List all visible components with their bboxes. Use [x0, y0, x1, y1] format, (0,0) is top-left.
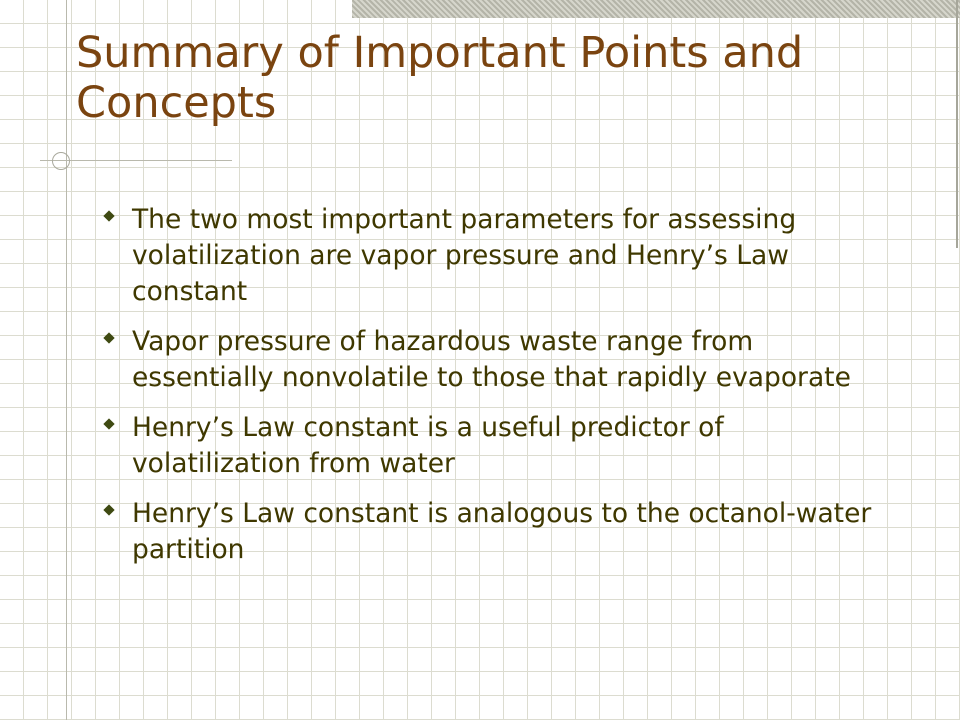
diamond-bullet-icon — [103, 210, 114, 221]
diamond-bullet-icon — [103, 418, 114, 429]
bullet-item — [100, 410, 900, 482]
diamond-bullet-icon — [103, 332, 114, 343]
bullet-text: Henry’s Law constant is analogous to the octanol-water partition — [132, 498, 872, 565]
bullet-text: The two most important parameters for assessing volatilization are vapor pressure and Henry’s Law constant — [132, 204, 797, 307]
bullet-item — [100, 324, 900, 396]
bullet-text: Vapor pressure of hazardous waste range from essentially nonvolatile to those that rapidly evaporate — [132, 326, 851, 393]
bullet-text: Henry’s Law constant is a useful predictor of volatilization from water — [132, 412, 724, 479]
decorative-right-line — [956, 0, 958, 248]
ring-icon — [52, 152, 70, 170]
bullet-item — [100, 496, 900, 568]
slide-title: Summary of Important Points and Concepts — [76, 28, 804, 128]
bullet-item — [100, 202, 900, 310]
decorative-left-line — [66, 0, 67, 720]
decorative-top-bar — [352, 0, 960, 18]
diamond-bullet-icon — [103, 504, 114, 515]
bullet-list — [100, 202, 900, 582]
